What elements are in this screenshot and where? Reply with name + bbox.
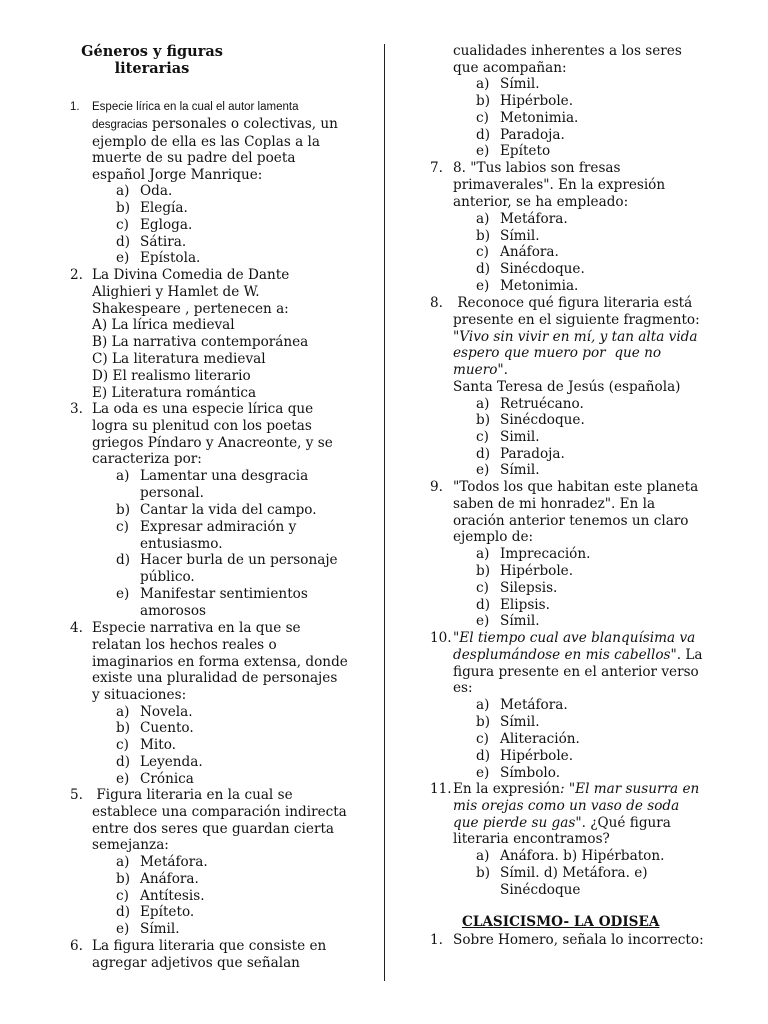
question-text: agregar adjetivos que señalan [92,954,300,971]
quote-text: Vivo sin vivir en mí, y tan alta vida [459,328,698,345]
quote-line [453,329,738,346]
question-text: es: [453,680,473,697]
option-text: Elipsis. [500,597,550,613]
question-text: literaria encontramos? [453,831,610,848]
option-text: Lamentar una desgracia personal. [140,468,309,501]
option-letter: b) [476,563,491,579]
quote-text: : "El mar susurra en [560,781,700,797]
option-letter: e) [116,250,130,266]
question-text: imaginarios en forma extensa, donde [92,653,348,670]
option-text: Anáfora. [500,244,559,260]
option-text: D) El realismo literario [92,367,251,384]
question-text: establece una comparación indirecta [92,803,347,820]
option-text: Símil. [500,228,540,244]
option-letter: b) [476,93,491,109]
option-text: Aliteración. [500,731,580,747]
question-text: La oda es una especie lírica que [92,401,314,417]
option-letter: b) [116,200,131,216]
option-letter: e) [116,921,130,937]
question-number: 4. [70,620,83,636]
option-letter: a) [476,697,490,713]
option-text: Paradoja. [500,446,565,462]
question-text: existe una pluralidad de personajes [92,670,338,687]
option-letter: b) [476,714,491,730]
quote-line [453,362,738,379]
question-text: entre dos seres que guardan cierta [92,820,335,837]
option-letter: c) [476,429,489,445]
question-text: Alighieri y Hamlet de W. [92,283,260,300]
page-title [62,43,242,77]
option-text: Hipérbole. [500,93,574,109]
option-letter: a) [116,183,130,199]
option-text: Sinécdoque. [500,261,585,277]
option-text: E) Literatura romántica [92,384,257,401]
quote-mark: ". [497,362,508,379]
option-text: Sátira. [140,234,187,250]
option-letter: d) [116,234,131,250]
option-text: Oda. [140,183,173,199]
question-number: 10. [430,630,452,646]
question-number: 2. [70,267,83,283]
question-number: 1. [70,101,80,113]
option-letter: b) [476,865,491,881]
option-letter: d) [476,597,491,613]
question-text: Shakespeare , pertenecen a: [92,300,289,317]
option-text: Símil. [500,613,540,629]
option-letter: b) [116,502,131,518]
option-text: B) La narrativa contemporánea [92,334,309,351]
question-text: "Todos los que habitan este planeta [453,479,699,495]
title-line-2: literarias [114,60,190,77]
option-text: Hipérbole. [500,563,574,579]
question-text: En la expresión [453,781,560,797]
option-text: Anáfora. b) Hipérbaton. [500,848,665,864]
option-letter: d) [476,748,491,764]
option-letter: b) [476,228,491,244]
question-text-line [92,116,364,134]
quote-text: El tiempo cual ave blanquísima va [459,630,696,646]
option-text: Expresar admiración y entusiasmo. [140,519,297,552]
option-text: Simil. [500,429,540,445]
question-text: Figura literaria en la cual se [92,787,293,803]
question-text: anterior, se ha empleado: [453,193,629,210]
question-1 [70,99,370,183]
option-text: Metonimia. [500,278,579,294]
question-text: cualidades inherentes a los seres [453,43,682,59]
option-text: Símil. [500,462,540,478]
option-text: Novela. [140,704,193,720]
option-letter: a) [116,854,130,870]
option-letter: c) [476,580,489,596]
option-text: Símil. d) Metáfora. e) Sinécdoque [500,865,648,898]
option-letter: c) [116,519,129,535]
question-number: 3. [70,401,83,417]
question-text: figura presente en el anterior verso [453,663,699,680]
option-letter: b) [116,871,131,887]
option-letter: e) [476,613,490,629]
question-text: oración anterior tenemos un claro [453,512,689,529]
question-text: logra su plenitud con los poetas [92,417,312,434]
option-letter: c) [476,110,489,126]
option-letter: d) [116,904,131,920]
option-text: Metonimia. [500,110,579,126]
option-letter: c) [116,217,129,233]
quote-text: que pierde su gas [453,814,576,831]
question-text: semejanza: [92,837,169,854]
question-text: caracteriza por: [92,451,202,468]
option-text: Metáfora. [500,211,568,227]
option-letter: e) [116,586,130,602]
option-text: Símil. [500,76,540,92]
question-number: 9. [430,479,443,495]
quote-text: muero [453,362,498,379]
option-text: Anáfora. [140,871,199,887]
question-text-line [453,781,738,798]
question-text: relatan los hechos reales o [92,636,277,653]
option-letter: c) [116,737,129,753]
quote-text: desplumándose en mis cabellos [453,646,671,663]
option-text: Leyenda. [140,754,203,770]
option-text: A) La lírica medieval [92,317,235,334]
quote-author: Santa Teresa de Jesús (española) [453,378,681,395]
option-letter: d) [476,446,491,462]
question-text: griegos Píndaro y Anacreonte, y se [92,434,333,451]
question-number: 11. [430,781,452,797]
option-letter: a) [116,704,130,720]
option-letter: b) [116,720,131,736]
option-text: Silepsis. [500,580,558,596]
question-text: 8. "Tus labios son fresas [453,160,621,176]
option-text: Metáfora. [140,854,208,870]
option-letter: d) [476,261,491,277]
option-text: Retruécano. [500,396,584,412]
quote-mark: " [453,328,460,345]
question-text: personales o colectivas, un [147,115,338,132]
option-text: Hipérbole. [500,748,574,764]
option-letter: a) [476,848,490,864]
option-text: Cuento. [140,720,194,736]
question-text: primaverales". En la expresión [453,176,666,193]
option-letter: b) [476,412,491,428]
option-text: Símil. [500,714,540,730]
question-text: ejemplo de: [453,529,534,546]
question-text: ". ¿Qué figura [575,814,671,831]
option-text: Imprecación. [500,546,591,562]
title-line-1: Géneros y figuras [81,43,223,60]
quote-line [453,647,738,664]
question-text: español Jorge Manrique: [92,167,263,184]
question-text: ejemplo de ella es las Coplas a la [92,133,320,150]
question-text: La Divina Comedia de Dante [92,267,290,283]
quote-text: espero que muero por que no [453,345,662,362]
question-text: ". La [670,646,703,663]
quote-mark: " [453,630,460,646]
option-text: Antítesis. [140,888,205,904]
quote-line [453,630,738,647]
option-text: Metáfora. [500,697,568,713]
option-letter: e) [476,462,490,478]
option-letter: a) [476,546,490,562]
question-text: saben de mi honradez". En la [453,495,656,512]
option-text: Epíteto [500,143,551,159]
option-letter: d) [116,754,131,770]
question-text: desgracias [92,118,148,131]
option-letter: e) [476,278,490,294]
option-letter: e) [476,143,490,159]
option-letter: a) [476,211,490,227]
option-text: Epístola. [140,250,201,266]
question-text: Sobre Homero, señala lo incorrecto: [453,932,704,948]
section-title: CLASICISMO- LA ODISEA [462,914,660,930]
question-number: 8. [430,295,443,311]
option-text: Símbolo. [500,765,561,781]
option-letter: e) [476,765,490,781]
option-letter: a) [476,76,490,92]
question-number: 7. [430,160,443,176]
option-text: Símil. [140,921,180,937]
option-text: Egloga. [140,217,193,233]
option-text: Paradoja. [500,127,565,143]
option-text: Elegía. [140,200,188,216]
option-text: Mito. [140,737,176,753]
question-text: Especie lírica en la cual el autor lamenta [92,101,299,113]
question-number: 1. [430,932,443,948]
option-letter: c) [476,244,489,260]
option-text: Cantar la vida del campo. [140,502,317,518]
option-letter: d) [476,127,491,143]
option-text: Crónica [140,771,194,787]
question-text: muerte de su padre del poeta [92,150,296,167]
option-letter: a) [476,396,490,412]
option-letter: c) [116,888,129,904]
question-text: y situaciones: [92,687,187,704]
option-letter: d) [116,552,131,568]
option-letter: c) [476,731,489,747]
quote-text: mis orejas como un vaso de soda [453,797,680,814]
option-text: C) La literatura medieval [92,350,266,367]
option-text: Manifestar sentimientos amorosos [140,586,308,619]
option-letter: a) [116,468,130,484]
question-text: Reconoce qué figura literaria está [453,295,693,311]
question-number: 5. [70,787,83,803]
option-text: Hacer burla de un personaje público. [140,552,338,585]
question-text: La figura literaria que consiste en [92,938,327,954]
question-text: presente en el siguiente fragmento: [453,311,700,328]
question-text: que acompañan: [453,59,567,76]
option-text: Epíteto. [140,904,195,920]
option-text: Sinécdoque. [500,412,585,428]
question-text: Especie narrativa en la que se [92,620,301,636]
question-number: 6. [70,938,83,954]
question-text-line [453,815,738,832]
option-letter: e) [116,771,130,787]
